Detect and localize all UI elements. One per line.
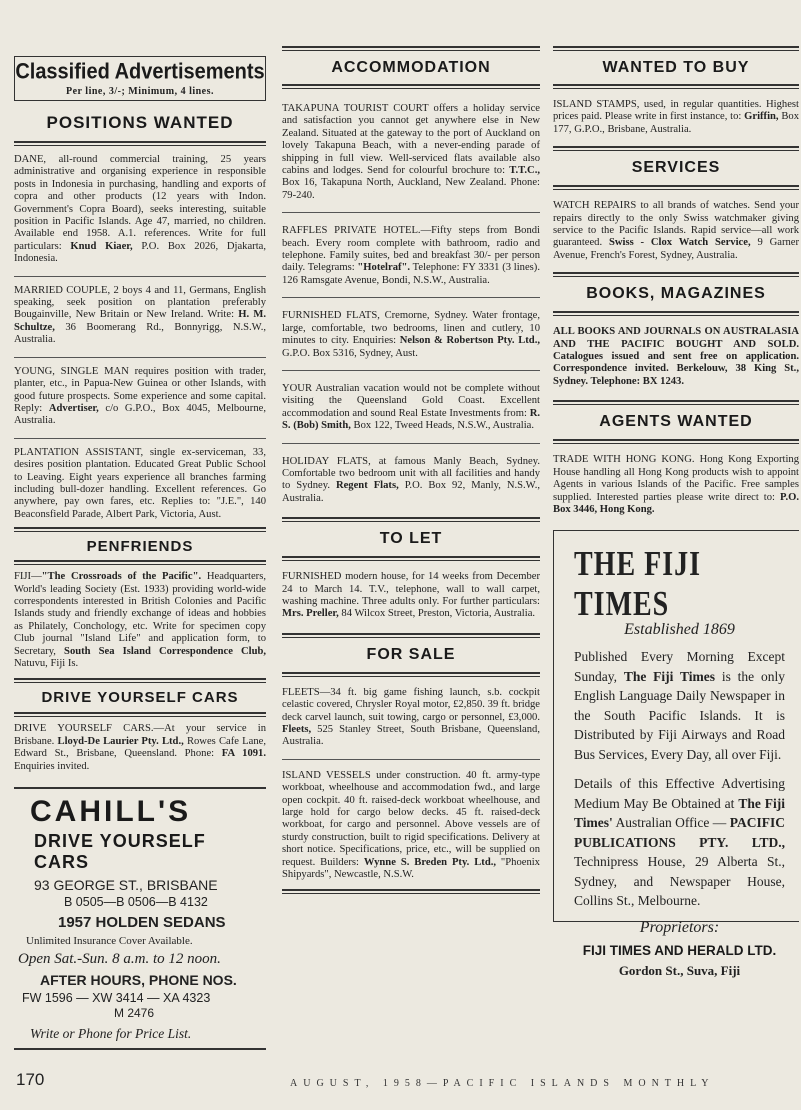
ad-drive-yourself: DRIVE YOURSELF CARS.—At your service in Brisbane. Lloyd-De Laurier Pty. Ltd., Rowes Cafe Lane, Edward St., Brisbane, Queensland. Phone: FA 1091. Enquiries invited.	[14, 723, 267, 772]
rates-line: Per line, 3/-; Minimum, 4 lines.	[65, 86, 215, 97]
column-middle	[282, 38, 540, 894]
divider	[14, 357, 266, 358]
cahill-address: 93 GEORGE ST., BRISBANE	[34, 877, 218, 894]
page-footer: AUGUST, 1958—PACIFIC ISLANDS MONTHLY	[290, 1078, 715, 1089]
fiji-description: Published Every Morning Except Sunday, The Fiji Times is the only English Language Daily Newspaper in the South Pacific Islands. It is Distributed by Fiji Airways and Road Bus Services, Every Day, all over Fiji.	[574, 649, 786, 762]
divider	[14, 527, 266, 532]
page-number: 170	[16, 1070, 45, 1089]
ad-watch-repairs: WATCH REPAIRS to all brands of watches. Send your repairs directly to the only Swiss watchmaker giving service to the Pacific Islands. Rapid service—all work guaranteed. Swiss - Clox Watch Service, 9 Garner Avenue, French's Forest, Sydney, Australia.	[553, 200, 799, 261]
ad-books: ALL BOOKS AND JOURNALS ON AUSTRALASIA AND THE PACIFIC BOUGHT AND SOLD. Catalogues issued and sent free on application. Correspondence invited. Berkelouw, 38 King St., Sydney. Telephone: BX 1243.	[553, 326, 799, 387]
divider	[282, 759, 540, 760]
ad-plantation: PLANTATION ASSISTANT, single ex-serviceman, 33, desires position plantation. Educated Great Public School to Leaving. Eight years experience all branches farming including bull-dozer handling. Excellent references. Go anywhere, pay own fares, etc. Replies to: "J.E.", 140 Beaconsfield Parade, Albert Park, Victoria, Aust.	[14, 446, 266, 520]
divider	[553, 400, 799, 405]
fiji-details: Details of this Effective Advertising Medium May Be Obtained at The Fiji Times' Australian Office — PACIFIC PUBLICATIONS PTY. LTD., Technipress House, 29 Alberta St., Sydney, and Newspaper House, Collins St., Melbourne.	[574, 776, 785, 909]
divider	[282, 633, 540, 638]
column-left	[14, 38, 266, 1050]
wanted-to-buy-heading: WANTED TO BUY	[602, 59, 750, 76]
cahill-insurance: Unlimited Insurance Cover Available.	[26, 935, 193, 948]
cahill-subtitle: DRIVE YOURSELF CARS	[34, 831, 206, 873]
ad-married-couple: MARRIED COUPLE, 2 boys 4 and 11, Germans, English speaking, seek position on plantation preferably Bougainville, New Britain or New Ireland. Write: H. M. Schultze, 36 Boomerang Rd., Bonnyrigg, N.S.W., Australia.	[14, 284, 266, 346]
fiji-address: Gordon St., Suva, Fiji	[618, 962, 741, 978]
divider	[282, 556, 540, 561]
cahill-after-hours: AFTER HOURS, PHONE NOS.	[40, 972, 237, 989]
divider	[282, 46, 540, 51]
divider	[282, 517, 540, 522]
ad-young-man: YOUNG, SINGLE MAN requires position with trader, planter, etc., in Papua-New Guinea or other Islands, with good future prospects. Some experience and some capital. Reply: Advertiser, c/o G.P.O., Box 4045, Melbourne, Australia.	[14, 365, 266, 427]
divider	[553, 146, 799, 151]
accommodation-heading: ACCOMMODATION	[331, 59, 491, 76]
divider	[553, 439, 799, 444]
divider	[282, 84, 540, 89]
divider	[282, 889, 540, 894]
ad-island-vessels: ISLAND VESSELS under construction. 40 ft. army-type workboat, wheelhouse and accommodation fwd., and large open cockpit. 40 ft. raised-deck workboat wheelhouse, and large hold for cargo below decks. 45 ft. raised-deck workboat, for cargo and personnel. Above vessels are of sturdy construction, built to rigid specifications. Delivery at short notice. Specifications, price, etc., will be supplied on request. Builders: Wynne S. Breden Pty. Ltd., "Phoenix Shipyards", Newcastle, N.S.W.	[282, 769, 540, 881]
fiji-company: FIJI TIMES AND HERALD LTD.	[582, 942, 777, 958]
cahill-name: CAHILL'S	[30, 795, 192, 829]
divider	[553, 185, 799, 190]
divider	[14, 712, 266, 717]
ad-penfriends: FIJI—"The Crossroads of the Pacific". Headquarters, World's leading Society (Est. 1933) providing world-wide correspondents interested in British Colonies and Pacific Islands study and friendly exchange of ideas and hobbies as Philately, Conchology, etc. Write for specimen copy Club journal "Island Life" and application form, to Secretary, South Sea Island Correspondence Club, Natuvu, Fiji Is.	[14, 571, 267, 669]
divider	[282, 297, 540, 298]
divider	[553, 272, 799, 277]
divider	[14, 678, 266, 683]
agents-heading: AGENTS WANTED	[599, 413, 753, 431]
ad-dane: DANE, all-round commercial training, 25 years administrative and organising experience in responsible posts in Indonesia in purchasing, handling and exports of copra and other products (12 years with Indon. Government's Copra Board), seeks interesting, suitable position in Pacific Islands. Age 47, married, no children. Available end 1958. A.1. references. Write for full particulars: Knud Kiaer, P.O. Box 2026, Djakarta, Indonesia.	[14, 154, 266, 265]
divider	[282, 443, 540, 444]
penfriends-heading: PENFRIENDS	[86, 538, 194, 556]
divider	[14, 560, 266, 565]
divider	[282, 672, 540, 677]
column-right	[553, 38, 800, 978]
ad-island-stamps: ISLAND STAMPS, used, in regular quantities. Highest prices paid. Please write in first instance, to: Griffin, Box 177, G.P.O., Brisbane, Australia.	[553, 99, 800, 135]
cahill-hours: Open Sat.-Sun. 8 a.m. to 12 noon.	[18, 951, 221, 968]
divider	[553, 311, 799, 316]
cahill-phones: B 0505—B 0506—B 4132	[64, 895, 208, 910]
drive-yourself-heading: DRIVE YOURSELF CARS	[41, 689, 239, 707]
positions-wanted-heading: POSITIONS WANTED	[46, 113, 234, 132]
cahill-numbers: FW 1596 — XW 3414 — XA 4323	[22, 991, 211, 1006]
divider	[553, 84, 799, 89]
ad-gold-coast: YOUR Australian vacation would not be complete without visiting the Queensland Gold Coast. Excellent accommodation and sound Real Estate Investments from: R. S. (Bob) Smith, Box 122, Tweed Heads, N.S.W., Australia.	[282, 382, 540, 432]
divider	[282, 370, 540, 371]
ad-raffles: RAFFLES PRIVATE HOTEL.—Fifty steps from Bondi beach. Every room complete with bathroom, radio and telephone. Family suites, bed and breakfast 30/- per person daily. Telegrams: "Hotelraf". Telephone: FY 3331 (3 lines). 126 Ramsgate Avenue, Bondi, N.S.W., Australia.	[282, 225, 540, 286]
fiji-proprietors-label: Proprietors:	[639, 918, 720, 936]
cahill-model: 1957 HOLDEN SEDANS	[58, 914, 226, 932]
fiji-times-ad	[553, 530, 799, 978]
ad-takapuna: TAKAPUNA TOURIST COURT offers a holiday service and satisfaction you cannot get anywhere else in New Zealand. Situated at the gateway to the port of Auckland on lovely Takapuna Beach, with a never-ending parade of shipping in full view. Well-serviced flats available also cabins and lodges. Send for colourful brochure to: T.T.C., Box 16, Takapuna North, Auckland, New Zealand. Phone: 79-240.	[282, 103, 540, 201]
divider	[14, 438, 266, 439]
ad-to-let: FURNISHED modern house, for 14 weeks from December 24 to March 14. T.V., telephone, wall to wall carpet, washing machine. Three adults only. For further particulars: Mrs. Preller, 84 Wilcox Street, Preston, Victoria, Australia.	[282, 571, 540, 620]
divider	[282, 212, 540, 213]
cahill-m-number: M 2476	[114, 1006, 155, 1021]
divider	[14, 276, 266, 277]
ad-furnished-flats: FURNISHED FLATS, Cremorne, Sydney. Water frontage, large, comfortable, two bedrooms, linen and cutlery, 10 minutes to city. Enquiries: Nelson & Robertson Pty. Ltd., G.P.O. Box 5316, Sydney, Aust.	[282, 310, 540, 359]
ad-hong-kong: TRADE WITH HONG KONG. Hong Kong Exporting House handling all Hong Kong products wish to appoint Agents in various Islands of the Pacific. Free samples supplied. Interested parties please write direct to: P.O. Box 3446, Hong Kong.	[553, 454, 799, 515]
classified-header-box	[14, 56, 266, 101]
cahill-write: Write or Phone for Price List.	[30, 1026, 192, 1042]
books-heading: BOOKS, MAGAZINES	[586, 285, 766, 303]
for-sale-heading: FOR SALE	[366, 645, 456, 663]
services-heading: SERVICES	[631, 159, 721, 177]
divider	[553, 46, 799, 51]
ad-fleets: FLEETS—34 ft. big game fishing launch, s.b. cockpit celastic covered, Chrysler Royal motor, £2,850. 39 ft. bridge deck carvel launch, suit towing, cargo or personnel, £3,000. Fleets, 525 Stanley Street, South Brisbane, Queensland, Australia.	[282, 686, 540, 748]
divider	[14, 141, 266, 146]
to-let-heading: TO LET	[379, 530, 443, 548]
page-title: Classified Advertisements	[15, 59, 265, 85]
ad-holiday-flats: HOLIDAY FLATS, at famous Manly Beach, Sydney. Comfortable two bedroom unit with all facilities and handy to Sydney. Regent Flats, P.O. Box 92, Manly, N.S.W., Australia.	[282, 455, 540, 504]
cahill-ad	[14, 787, 266, 1050]
fiji-established: Established 1869	[624, 621, 735, 639]
fiji-times-title: THE FIJI TIMES	[574, 545, 702, 625]
